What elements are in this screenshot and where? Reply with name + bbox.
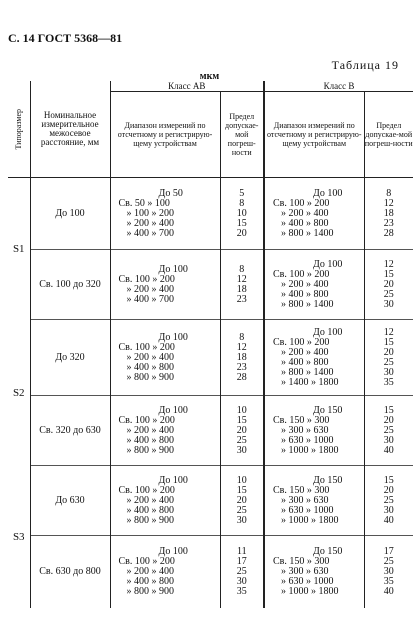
range-value: » 400 » 800 (126, 361, 174, 373)
range-value: Св. 50 » 100 (118, 197, 170, 209)
error-value: 8 (239, 197, 245, 209)
b-range-cell (264, 178, 364, 250)
error-value: 23 (236, 361, 247, 373)
error-value: 10 (236, 404, 247, 416)
error-value: 25 (383, 424, 394, 436)
error-value: 25 (236, 565, 247, 577)
type-cell: S2 (8, 320, 30, 466)
error-value: 20 (383, 278, 394, 290)
error-value: 12 (383, 326, 394, 338)
error-value: 28 (236, 371, 247, 383)
range-value: » 200 » 400 (281, 346, 329, 358)
error-value: 25 (383, 288, 394, 300)
error-value: 20 (236, 227, 247, 239)
error-value: 15 (236, 484, 247, 496)
range-value: Св. 100 » 200 (118, 555, 175, 567)
error-value: 8 (386, 187, 392, 199)
range-value: » 200 » 400 (126, 283, 174, 295)
error-value: 23 (383, 217, 394, 229)
error-value: 20 (383, 346, 394, 358)
range-value: » 300 » 630 (281, 424, 329, 436)
error-value: 40 (383, 444, 394, 456)
b-range-cell (264, 250, 364, 320)
error-value: 11 (236, 545, 247, 557)
range-value: Св. 150 » 300 (273, 484, 330, 496)
table-row (8, 396, 413, 466)
error-value: 18 (236, 351, 247, 363)
b-error-cell (364, 396, 413, 466)
error-value: 10 (236, 474, 247, 486)
b-error-cell (364, 320, 413, 396)
distance-cell: До 630 (30, 466, 110, 536)
error-value: 30 (383, 298, 394, 310)
range-value: » 1400 » 1800 (281, 376, 339, 388)
range-value: » 200 » 400 (281, 207, 329, 219)
error-value: 10 (236, 207, 247, 219)
distance-cell: До 100 (30, 178, 110, 250)
range-value: До 100 (158, 545, 188, 557)
distance-cell: Св. 320 до 630 (30, 396, 110, 466)
range-value: Св. 100 » 200 (118, 414, 175, 426)
range-value: » 800 » 1400 (281, 227, 334, 239)
error-value: 12 (236, 273, 247, 285)
error-value: 28 (383, 227, 394, 239)
range-value: До 150 (313, 404, 343, 416)
ab-range-cell (110, 536, 220, 608)
error-value: 25 (383, 494, 394, 506)
range-value: » 630 » 1000 (281, 575, 334, 587)
error-value: 20 (383, 484, 394, 496)
range-value: » 100 » 200 (126, 207, 174, 219)
range-value: » 800 » 1400 (281, 298, 334, 310)
col-header-type: Типоразмер (8, 81, 30, 178)
error-value: 40 (383, 585, 394, 597)
error-value: 15 (383, 474, 394, 486)
table-row (8, 466, 413, 536)
table-row (8, 320, 413, 396)
ab-range-cell (110, 250, 220, 320)
error-value: 30 (236, 575, 247, 587)
b-range-cell (264, 396, 364, 466)
col-header-range-b: Диапазон измерений по отсчетному и регистрирую-щему устройствам (264, 92, 364, 178)
col-header-distance: Номинальное измерительное межосевое расстояние, мм (30, 81, 110, 178)
range-value: Св. 150 » 300 (273, 414, 330, 426)
range-value: Св. 100 » 200 (118, 273, 175, 285)
range-value: » 1000 » 1800 (281, 444, 339, 456)
range-value: » 800 » 900 (126, 371, 174, 383)
range-value: » 630 » 1000 (281, 504, 334, 516)
range-value: До 100 (313, 187, 343, 199)
ab-error-cell (220, 178, 264, 250)
distance-cell: Св. 630 до 800 (30, 536, 110, 608)
error-value: 40 (383, 514, 394, 526)
range-value: До 100 (158, 263, 188, 275)
error-value: 17 (236, 555, 247, 567)
range-value: » 1000 » 1800 (281, 585, 339, 597)
b-error-cell (364, 178, 413, 250)
range-value: » 200 » 400 (126, 565, 174, 577)
range-value: » 300 » 630 (281, 494, 329, 506)
error-value: 30 (383, 565, 394, 577)
tolerance-table (8, 81, 413, 608)
range-value: Св. 100 » 200 (118, 484, 175, 496)
table-number: Таблица 19 (331, 58, 399, 72)
range-value: » 200 » 400 (126, 217, 174, 229)
range-value: До 100 (158, 404, 188, 416)
class-ab-header: Класс АВ (110, 81, 264, 92)
error-value: 15 (236, 217, 247, 229)
range-value: » 400 » 700 (126, 293, 174, 305)
error-value: 25 (236, 434, 247, 446)
error-value: 8 (239, 263, 245, 275)
range-value: » 800 » 900 (126, 514, 174, 526)
ab-error-cell (220, 320, 264, 396)
range-value: » 1000 » 1800 (281, 514, 339, 526)
ab-range-cell (110, 396, 220, 466)
class-b-header: Класс В (264, 81, 413, 92)
range-value: » 400 » 800 (281, 288, 329, 300)
ab-range-cell (110, 320, 220, 396)
range-value: До 150 (313, 545, 343, 557)
error-value: 23 (236, 293, 247, 305)
range-value: Св. 100 » 200 (118, 341, 175, 353)
range-value: » 800 » 900 (126, 444, 174, 456)
b-range-cell (264, 320, 364, 396)
range-value: » 200 » 400 (126, 351, 174, 363)
b-range-cell (264, 466, 364, 536)
range-value: Св. 100 » 200 (273, 197, 330, 209)
error-value: 5 (239, 187, 245, 199)
range-value: » 630 » 1000 (281, 434, 334, 446)
range-value: » 400 » 800 (281, 217, 329, 229)
page-header-left: С. 14 ГОСТ 5368—81 (8, 31, 123, 45)
range-value: » 300 » 630 (281, 565, 329, 577)
table-row (8, 536, 413, 608)
ab-range-cell (110, 178, 220, 250)
error-value: 35 (383, 575, 394, 587)
b-range-cell (264, 536, 364, 608)
error-value: 15 (383, 336, 394, 348)
error-value: 18 (383, 207, 394, 219)
error-value: 15 (236, 414, 247, 426)
range-value: До 150 (313, 474, 343, 486)
error-value: 30 (383, 434, 394, 446)
table-row (8, 250, 413, 320)
error-value: 12 (236, 341, 247, 353)
range-value: До 50 (158, 187, 183, 199)
unit-label: мкм (199, 71, 220, 82)
error-value: 30 (383, 366, 394, 378)
range-value: До 100 (158, 331, 188, 343)
distance-cell: До 320 (30, 320, 110, 396)
distance-cell: Св. 100 до 320 (30, 250, 110, 320)
error-value: 35 (383, 376, 394, 388)
type-cell: S3 (8, 466, 30, 608)
error-value: 30 (383, 504, 394, 516)
range-value: » 400 » 800 (126, 504, 174, 516)
error-value: 20 (383, 414, 394, 426)
range-value: » 800 » 1400 (281, 366, 334, 378)
ab-error-cell (220, 250, 264, 320)
col-header-error-ab: Предел допускае-мой погреш-ности (220, 92, 264, 178)
range-value: » 200 » 400 (126, 494, 174, 506)
range-value: Св. 100 » 200 (273, 268, 330, 280)
range-value: До 100 (313, 258, 343, 270)
b-error-cell (364, 536, 413, 608)
error-value: 25 (383, 555, 394, 567)
range-value: » 400 » 800 (281, 356, 329, 368)
ab-error-cell (220, 536, 264, 608)
error-value: 12 (383, 197, 394, 209)
error-value: 25 (236, 504, 247, 516)
error-value: 25 (383, 356, 394, 368)
error-value: 15 (383, 404, 394, 416)
type-cell: S1 (8, 178, 30, 320)
range-value: » 400 » 800 (126, 575, 174, 587)
error-value: 12 (383, 258, 394, 270)
error-value: 20 (236, 424, 247, 436)
ab-error-cell (220, 466, 264, 536)
range-value: Св. 150 » 300 (273, 555, 330, 567)
range-value: » 400 » 700 (126, 227, 174, 239)
error-value: 30 (236, 444, 247, 456)
error-value: 35 (236, 585, 247, 597)
range-value: Св. 100 » 200 (273, 336, 330, 348)
b-error-cell (364, 250, 413, 320)
error-value: 17 (383, 545, 394, 557)
table-row (8, 178, 413, 250)
ab-range-cell (110, 466, 220, 536)
error-value: 18 (236, 283, 247, 295)
col-header-error-b: Предел допускае-мой погреш-ности (364, 92, 413, 178)
error-value: 8 (239, 331, 245, 343)
range-value: » 400 » 800 (126, 434, 174, 446)
b-error-cell (364, 466, 413, 536)
range-value: » 200 » 400 (126, 424, 174, 436)
range-value: » 200 » 400 (281, 278, 329, 290)
error-value: 15 (383, 268, 394, 280)
col-header-range-ab: Диапазон измерений по отсчетному и регистрирую-щему устройствам (110, 92, 220, 178)
error-value: 20 (236, 494, 247, 506)
error-value: 30 (236, 514, 247, 526)
ab-error-cell (220, 396, 264, 466)
range-value: До 100 (313, 326, 343, 338)
range-value: » 800 » 900 (126, 585, 174, 597)
range-value: До 100 (158, 474, 188, 486)
